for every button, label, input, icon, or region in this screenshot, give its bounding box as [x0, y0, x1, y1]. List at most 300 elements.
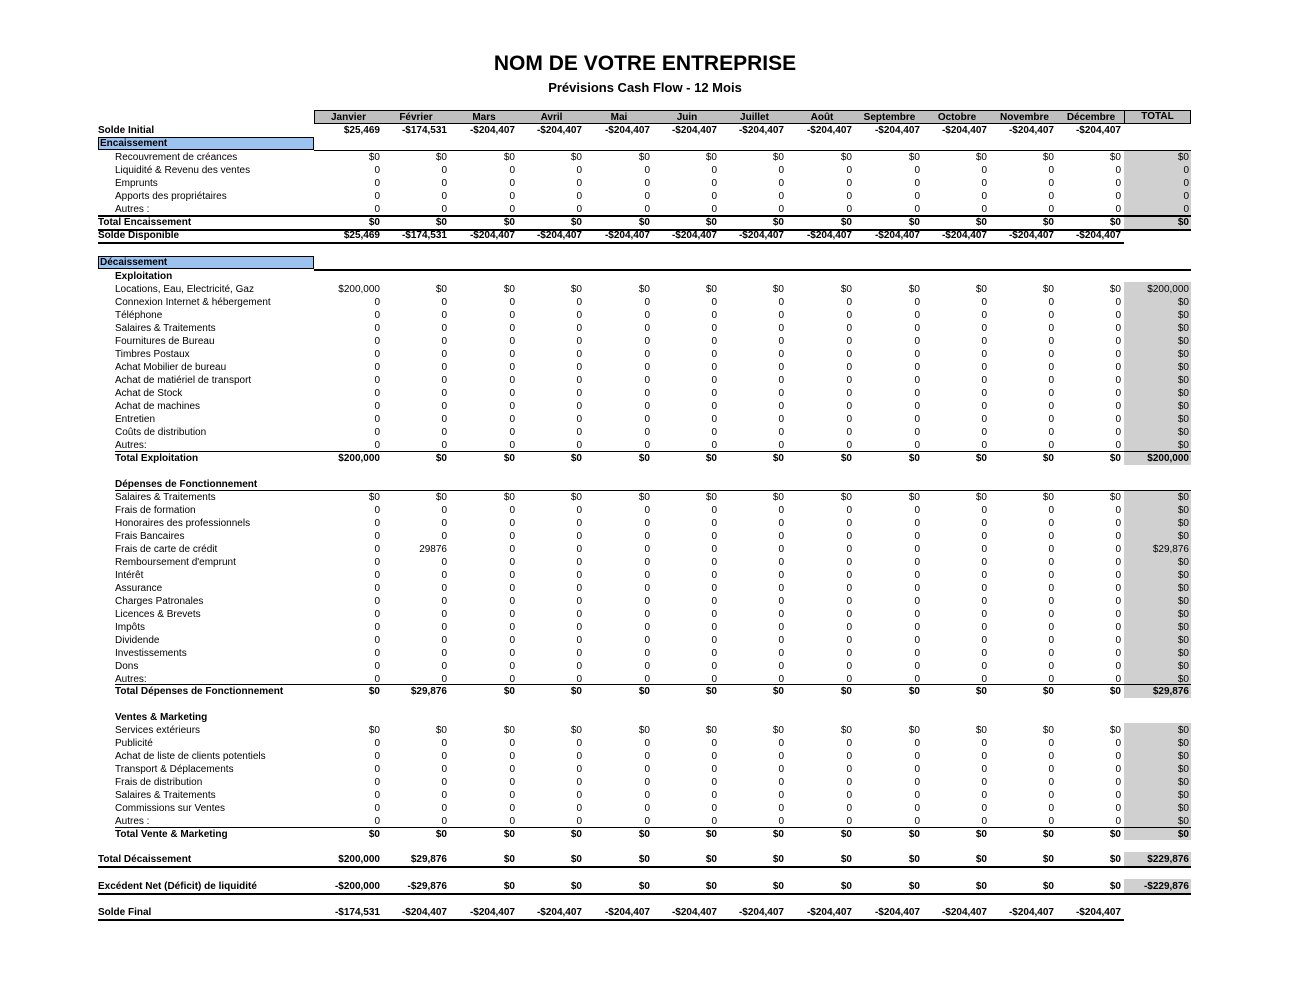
- month-cell[interactable]: 0: [644, 204, 650, 215]
- month-cell[interactable]: $0: [1109, 854, 1121, 865]
- month-header-12[interactable]: Décembre: [1058, 110, 1124, 124]
- month-cell[interactable]: 0: [576, 635, 582, 646]
- month-cell[interactable]: 0: [1115, 414, 1121, 425]
- month-cell[interactable]: 0: [981, 609, 987, 620]
- month-cell[interactable]: 0: [981, 531, 987, 542]
- month-cell[interactable]: 0: [644, 751, 650, 762]
- month-cell[interactable]: $0: [435, 217, 447, 228]
- month-cell[interactable]: 0: [981, 440, 987, 451]
- month-cell[interactable]: 0: [509, 790, 515, 801]
- month-cell[interactable]: 0: [576, 544, 582, 555]
- month-cell[interactable]: 0: [914, 557, 920, 568]
- month-cell[interactable]: -$204,407: [738, 125, 784, 136]
- month-cell[interactable]: 0: [509, 349, 515, 360]
- month-cell[interactable]: 0: [981, 622, 987, 633]
- month-cell[interactable]: 0: [441, 583, 447, 594]
- month-cell[interactable]: 0: [711, 790, 717, 801]
- month-cell[interactable]: 0: [1048, 738, 1054, 749]
- month-cell[interactable]: 0: [1048, 570, 1054, 581]
- month-cell[interactable]: 0: [1115, 648, 1121, 659]
- month-cell[interactable]: 0: [1048, 518, 1054, 529]
- month-cell[interactable]: 0: [778, 609, 784, 620]
- month-cell[interactable]: 0: [846, 505, 852, 516]
- month-cell[interactable]: 0: [644, 401, 650, 412]
- month-cell[interactable]: 0: [644, 557, 650, 568]
- month-cell[interactable]: 0: [778, 764, 784, 775]
- month-cell[interactable]: 0: [509, 518, 515, 529]
- month-cell[interactable]: 0: [509, 764, 515, 775]
- month-cell[interactable]: $0: [975, 284, 987, 295]
- month-cell[interactable]: -$204,407: [874, 230, 920, 241]
- month-cell[interactable]: 0: [914, 764, 920, 775]
- month-cell[interactable]: -$204,407: [671, 907, 717, 918]
- month-cell[interactable]: $0: [908, 152, 920, 163]
- month-cell[interactable]: 0: [778, 661, 784, 672]
- month-cell[interactable]: $0: [503, 829, 515, 840]
- month-cell[interactable]: 0: [1048, 388, 1054, 399]
- month-cell[interactable]: $0: [368, 829, 380, 840]
- month-cell[interactable]: 0: [644, 165, 650, 176]
- month-cell[interactable]: 0: [1048, 414, 1054, 425]
- total-cell[interactable]: $29,876: [1152, 544, 1189, 555]
- month-cell[interactable]: 0: [778, 570, 784, 581]
- month-cell[interactable]: 0: [509, 178, 515, 189]
- month-cell[interactable]: $0: [638, 854, 650, 865]
- month-cell[interactable]: 0: [1115, 310, 1121, 321]
- month-cell[interactable]: 0: [441, 323, 447, 334]
- month-cell[interactable]: 0: [374, 816, 380, 827]
- month-cell[interactable]: 0: [981, 414, 987, 425]
- month-header-6[interactable]: Juin: [653, 110, 721, 124]
- month-cell[interactable]: 0: [914, 777, 920, 788]
- month-cell[interactable]: 0: [914, 388, 920, 399]
- month-cell[interactable]: 0: [846, 803, 852, 814]
- month-cell[interactable]: 0: [914, 191, 920, 202]
- month-cell[interactable]: 0: [441, 401, 447, 412]
- month-cell[interactable]: 0: [1048, 178, 1054, 189]
- month-cell[interactable]: $0: [1109, 492, 1121, 503]
- month-cell[interactable]: 0: [576, 531, 582, 542]
- month-cell[interactable]: 0: [374, 427, 380, 438]
- month-cell[interactable]: 0: [644, 816, 650, 827]
- month-cell[interactable]: 0: [374, 204, 380, 215]
- month-cell[interactable]: 0: [576, 583, 582, 594]
- month-cell[interactable]: 0: [374, 388, 380, 399]
- month-cell[interactable]: 0: [1048, 440, 1054, 451]
- month-cell[interactable]: 0: [981, 751, 987, 762]
- month-cell[interactable]: 0: [914, 310, 920, 321]
- month-cell[interactable]: 0: [914, 401, 920, 412]
- month-cell[interactable]: 0: [846, 648, 852, 659]
- month-cell[interactable]: $0: [638, 284, 650, 295]
- month-cell[interactable]: 0: [1115, 609, 1121, 620]
- month-cell[interactable]: 0: [1048, 790, 1054, 801]
- month-cell[interactable]: -$29,876: [407, 881, 447, 892]
- month-cell[interactable]: 0: [374, 570, 380, 581]
- month-cell[interactable]: 0: [914, 648, 920, 659]
- month-cell[interactable]: 0: [374, 165, 380, 176]
- month-cell[interactable]: 0: [509, 388, 515, 399]
- month-cell[interactable]: 0: [914, 622, 920, 633]
- month-cell[interactable]: -$204,407: [604, 125, 650, 136]
- total-cell[interactable]: $0: [1177, 375, 1189, 386]
- month-cell[interactable]: 0: [374, 609, 380, 620]
- month-cell[interactable]: $0: [1042, 492, 1054, 503]
- month-cell[interactable]: $200,000: [338, 284, 380, 295]
- total-cell[interactable]: $0: [1177, 323, 1189, 334]
- month-cell[interactable]: 0: [644, 323, 650, 334]
- month-cell[interactable]: 0: [778, 401, 784, 412]
- month-cell[interactable]: 0: [778, 310, 784, 321]
- month-cell[interactable]: $0: [503, 453, 515, 464]
- month-cell[interactable]: 0: [509, 622, 515, 633]
- total-cell[interactable]: $200,000: [1147, 453, 1189, 464]
- month-cell[interactable]: 0: [846, 635, 852, 646]
- month-cell[interactable]: 0: [441, 505, 447, 516]
- month-cell[interactable]: 29876: [419, 544, 447, 555]
- month-cell[interactable]: $0: [705, 881, 717, 892]
- total-cell[interactable]: $0: [1177, 349, 1189, 360]
- month-cell[interactable]: $0: [368, 686, 380, 697]
- month-cell[interactable]: 0: [1115, 178, 1121, 189]
- month-cell[interactable]: $0: [1109, 284, 1121, 295]
- month-cell[interactable]: $0: [908, 829, 920, 840]
- month-cell[interactable]: 0: [576, 440, 582, 451]
- month-cell[interactable]: 0: [1048, 531, 1054, 542]
- month-cell[interactable]: 0: [441, 165, 447, 176]
- month-cell[interactable]: 0: [914, 518, 920, 529]
- month-cell[interactable]: $25,469: [343, 125, 380, 136]
- month-cell[interactable]: 0: [914, 440, 920, 451]
- month-cell[interactable]: $0: [1109, 217, 1121, 228]
- month-cell[interactable]: $0: [1109, 453, 1121, 464]
- month-cell[interactable]: $200,000: [338, 453, 380, 464]
- month-cell[interactable]: 0: [576, 661, 582, 672]
- month-cell[interactable]: 0: [644, 622, 650, 633]
- month-cell[interactable]: 0: [711, 414, 717, 425]
- month-cell[interactable]: $0: [570, 854, 582, 865]
- month-cell[interactable]: -$204,407: [1008, 907, 1054, 918]
- month-cell[interactable]: $0: [908, 725, 920, 736]
- month-cell[interactable]: 0: [644, 388, 650, 399]
- month-cell[interactable]: 0: [711, 764, 717, 775]
- month-cell[interactable]: $0: [975, 854, 987, 865]
- month-cell[interactable]: 0: [1048, 323, 1054, 334]
- month-cell[interactable]: 0: [981, 310, 987, 321]
- month-cell[interactable]: 0: [914, 661, 920, 672]
- month-cell[interactable]: 0: [778, 178, 784, 189]
- month-cell[interactable]: 0: [778, 336, 784, 347]
- month-cell[interactable]: $0: [908, 881, 920, 892]
- month-cell[interactable]: 0: [1115, 349, 1121, 360]
- month-cell[interactable]: 0: [778, 388, 784, 399]
- month-cell[interactable]: 0: [914, 297, 920, 308]
- month-cell[interactable]: 0: [509, 505, 515, 516]
- month-cell[interactable]: 0: [1048, 764, 1054, 775]
- month-cell[interactable]: 0: [576, 557, 582, 568]
- month-cell[interactable]: 0: [778, 738, 784, 749]
- month-cell[interactable]: $0: [840, 725, 852, 736]
- month-cell[interactable]: 0: [509, 375, 515, 386]
- month-cell[interactable]: 0: [778, 204, 784, 215]
- month-cell[interactable]: 0: [1048, 310, 1054, 321]
- month-cell[interactable]: $0: [570, 284, 582, 295]
- month-cell[interactable]: 0: [1115, 570, 1121, 581]
- month-cell[interactable]: -$174,531: [401, 125, 447, 136]
- month-cell[interactable]: 0: [914, 790, 920, 801]
- month-cell[interactable]: 0: [1115, 738, 1121, 749]
- month-cell[interactable]: $0: [705, 217, 717, 228]
- total-cell[interactable]: $0: [1177, 414, 1189, 425]
- month-cell[interactable]: 0: [509, 297, 515, 308]
- month-cell[interactable]: $0: [705, 284, 717, 295]
- month-cell[interactable]: 0: [981, 648, 987, 659]
- month-cell[interactable]: 0: [711, 622, 717, 633]
- month-cell[interactable]: 0: [1115, 674, 1121, 685]
- month-cell[interactable]: 0: [1115, 635, 1121, 646]
- month-cell[interactable]: 0: [981, 336, 987, 347]
- total-cell[interactable]: $0: [1177, 622, 1189, 633]
- month-cell[interactable]: 0: [374, 401, 380, 412]
- month-cell[interactable]: 0: [441, 790, 447, 801]
- month-cell[interactable]: 0: [576, 751, 582, 762]
- month-cell[interactable]: 0: [914, 323, 920, 334]
- month-cell[interactable]: 0: [981, 635, 987, 646]
- month-cell[interactable]: $0: [975, 881, 987, 892]
- month-cell[interactable]: 0: [644, 375, 650, 386]
- month-cell[interactable]: 0: [1115, 297, 1121, 308]
- month-cell[interactable]: $25,469: [343, 230, 380, 241]
- month-cell[interactable]: -$204,407: [1075, 125, 1121, 136]
- month-cell[interactable]: $0: [1109, 881, 1121, 892]
- month-cell[interactable]: 0: [644, 661, 650, 672]
- month-cell[interactable]: $0: [705, 686, 717, 697]
- month-cell[interactable]: 0: [644, 790, 650, 801]
- month-cell[interactable]: 0: [846, 297, 852, 308]
- month-cell[interactable]: $0: [435, 725, 447, 736]
- month-cell[interactable]: 0: [644, 297, 650, 308]
- month-cell[interactable]: $29,876: [410, 854, 447, 865]
- month-cell[interactable]: 0: [576, 790, 582, 801]
- month-cell[interactable]: 0: [509, 362, 515, 373]
- month-cell[interactable]: 0: [778, 635, 784, 646]
- month-cell[interactable]: 0: [846, 777, 852, 788]
- month-cell[interactable]: 0: [1048, 583, 1054, 594]
- month-cell[interactable]: 0: [711, 609, 717, 620]
- month-cell[interactable]: 0: [509, 661, 515, 672]
- month-cell[interactable]: $0: [503, 686, 515, 697]
- month-header-11[interactable]: Novembre: [991, 110, 1058, 124]
- total-cell[interactable]: $0: [1177, 336, 1189, 347]
- month-cell[interactable]: 0: [576, 388, 582, 399]
- month-header-3[interactable]: Mars: [450, 110, 518, 124]
- month-cell[interactable]: 0: [441, 297, 447, 308]
- month-cell[interactable]: $0: [1109, 725, 1121, 736]
- month-cell[interactable]: 0: [846, 531, 852, 542]
- total-cell[interactable]: $0: [1177, 531, 1189, 542]
- month-cell[interactable]: 0: [441, 648, 447, 659]
- month-cell[interactable]: 0: [644, 738, 650, 749]
- month-cell[interactable]: 0: [374, 178, 380, 189]
- month-cell[interactable]: 0: [1115, 596, 1121, 607]
- month-cell[interactable]: 0: [711, 803, 717, 814]
- month-cell[interactable]: $0: [570, 829, 582, 840]
- month-cell[interactable]: 0: [778, 165, 784, 176]
- month-cell[interactable]: 0: [981, 401, 987, 412]
- total-header[interactable]: TOTAL: [1124, 110, 1191, 124]
- month-cell[interactable]: 0: [441, 674, 447, 685]
- month-header-4[interactable]: Avril: [518, 110, 585, 124]
- month-cell[interactable]: $0: [705, 854, 717, 865]
- month-cell[interactable]: 0: [644, 531, 650, 542]
- month-header-10[interactable]: Octobre: [923, 110, 991, 124]
- total-cell[interactable]: $0: [1177, 440, 1189, 451]
- month-header-7[interactable]: Juillet: [721, 110, 788, 124]
- month-cell[interactable]: 0: [374, 648, 380, 659]
- month-cell[interactable]: -$204,407: [806, 125, 852, 136]
- month-cell[interactable]: 0: [644, 362, 650, 373]
- month-cell[interactable]: 0: [576, 204, 582, 215]
- month-cell[interactable]: 0: [778, 505, 784, 516]
- month-cell[interactable]: $0: [1042, 829, 1054, 840]
- month-cell[interactable]: 0: [711, 531, 717, 542]
- month-cell[interactable]: 0: [441, 531, 447, 542]
- month-cell[interactable]: 0: [914, 178, 920, 189]
- month-cell[interactable]: $0: [435, 492, 447, 503]
- month-cell[interactable]: 0: [1048, 204, 1054, 215]
- month-cell[interactable]: 0: [846, 738, 852, 749]
- month-cell[interactable]: 0: [576, 803, 582, 814]
- month-cell[interactable]: 0: [711, 310, 717, 321]
- month-cell[interactable]: 0: [509, 165, 515, 176]
- month-cell[interactable]: $0: [840, 881, 852, 892]
- month-cell[interactable]: 0: [509, 191, 515, 202]
- month-cell[interactable]: 0: [374, 375, 380, 386]
- month-cell[interactable]: 0: [509, 557, 515, 568]
- total-cell[interactable]: $0: [1177, 401, 1189, 412]
- month-cell[interactable]: 0: [576, 178, 582, 189]
- month-cell[interactable]: 0: [441, 661, 447, 672]
- month-cell[interactable]: 0: [1048, 803, 1054, 814]
- month-cell[interactable]: $0: [840, 686, 852, 697]
- month-cell[interactable]: 0: [914, 204, 920, 215]
- month-cell[interactable]: 0: [914, 414, 920, 425]
- month-cell[interactable]: 0: [1048, 297, 1054, 308]
- total-cell[interactable]: $0: [1177, 362, 1189, 373]
- month-cell[interactable]: 0: [711, 375, 717, 386]
- month-cell[interactable]: -$204,407: [671, 230, 717, 241]
- month-cell[interactable]: 0: [778, 674, 784, 685]
- month-cell[interactable]: $0: [908, 854, 920, 865]
- month-cell[interactable]: 0: [1048, 191, 1054, 202]
- total-cell[interactable]: $0: [1177, 725, 1189, 736]
- month-cell[interactable]: 0: [846, 518, 852, 529]
- month-cell[interactable]: 0: [644, 635, 650, 646]
- month-cell[interactable]: 0: [644, 349, 650, 360]
- month-cell[interactable]: 0: [576, 505, 582, 516]
- month-cell[interactable]: 0: [981, 674, 987, 685]
- month-cell[interactable]: 0: [441, 738, 447, 749]
- month-cell[interactable]: 0: [1115, 531, 1121, 542]
- month-cell[interactable]: 0: [576, 191, 582, 202]
- month-cell[interactable]: 0: [981, 816, 987, 827]
- month-cell[interactable]: 0: [914, 505, 920, 516]
- month-cell[interactable]: 0: [1115, 336, 1121, 347]
- month-cell[interactable]: 0: [914, 596, 920, 607]
- month-cell[interactable]: 0: [441, 414, 447, 425]
- month-cell[interactable]: 0: [644, 596, 650, 607]
- month-cell[interactable]: 0: [644, 427, 650, 438]
- total-cell[interactable]: $0: [1177, 661, 1189, 672]
- month-cell[interactable]: 0: [846, 674, 852, 685]
- month-cell[interactable]: $0: [975, 492, 987, 503]
- month-cell[interactable]: $0: [638, 453, 650, 464]
- month-cell[interactable]: 0: [441, 764, 447, 775]
- month-cell[interactable]: 0: [846, 336, 852, 347]
- month-cell[interactable]: 0: [509, 544, 515, 555]
- month-cell[interactable]: 0: [644, 505, 650, 516]
- month-cell[interactable]: $0: [1042, 725, 1054, 736]
- month-cell[interactable]: 0: [1115, 191, 1121, 202]
- month-cell[interactable]: $0: [840, 492, 852, 503]
- month-cell[interactable]: $0: [503, 284, 515, 295]
- month-cell[interactable]: 0: [441, 518, 447, 529]
- month-cell[interactable]: -$204,407: [469, 907, 515, 918]
- month-cell[interactable]: $0: [705, 829, 717, 840]
- month-cell[interactable]: 0: [441, 751, 447, 762]
- month-cell[interactable]: 0: [711, 191, 717, 202]
- month-cell[interactable]: $0: [908, 217, 920, 228]
- month-cell[interactable]: 0: [846, 661, 852, 672]
- month-cell[interactable]: 0: [509, 583, 515, 594]
- month-cell[interactable]: 0: [374, 440, 380, 451]
- month-cell[interactable]: $0: [840, 854, 852, 865]
- total-cell[interactable]: -$229,876: [1143, 881, 1189, 892]
- month-cell[interactable]: 0: [711, 297, 717, 308]
- month-cell[interactable]: 0: [576, 777, 582, 788]
- month-cell[interactable]: 0: [441, 816, 447, 827]
- month-cell[interactable]: 0: [914, 544, 920, 555]
- month-cell[interactable]: 0: [576, 738, 582, 749]
- month-cell[interactable]: 0: [644, 777, 650, 788]
- month-cell[interactable]: 0: [1115, 557, 1121, 568]
- month-cell[interactable]: 0: [576, 375, 582, 386]
- month-cell[interactable]: 0: [914, 609, 920, 620]
- month-cell[interactable]: $0: [1109, 829, 1121, 840]
- month-cell[interactable]: 0: [981, 557, 987, 568]
- total-cell[interactable]: 0: [1183, 191, 1189, 202]
- month-cell[interactable]: 0: [441, 349, 447, 360]
- month-cell[interactable]: 0: [576, 622, 582, 633]
- month-cell[interactable]: 0: [846, 609, 852, 620]
- month-cell[interactable]: 0: [1048, 557, 1054, 568]
- month-cell[interactable]: -$204,407: [469, 230, 515, 241]
- month-cell[interactable]: 0: [509, 323, 515, 334]
- month-cell[interactable]: $0: [368, 725, 380, 736]
- month-cell[interactable]: 0: [981, 362, 987, 373]
- month-cell[interactable]: 0: [509, 204, 515, 215]
- month-cell[interactable]: -$174,531: [334, 907, 380, 918]
- month-cell[interactable]: $0: [840, 829, 852, 840]
- month-cell[interactable]: 0: [374, 531, 380, 542]
- month-cell[interactable]: 0: [576, 816, 582, 827]
- month-cell[interactable]: 0: [374, 310, 380, 321]
- month-cell[interactable]: 0: [846, 375, 852, 386]
- month-cell[interactable]: -$204,407: [941, 125, 987, 136]
- total-cell[interactable]: $0: [1177, 609, 1189, 620]
- month-cell[interactable]: 0: [374, 336, 380, 347]
- month-cell[interactable]: 0: [1115, 622, 1121, 633]
